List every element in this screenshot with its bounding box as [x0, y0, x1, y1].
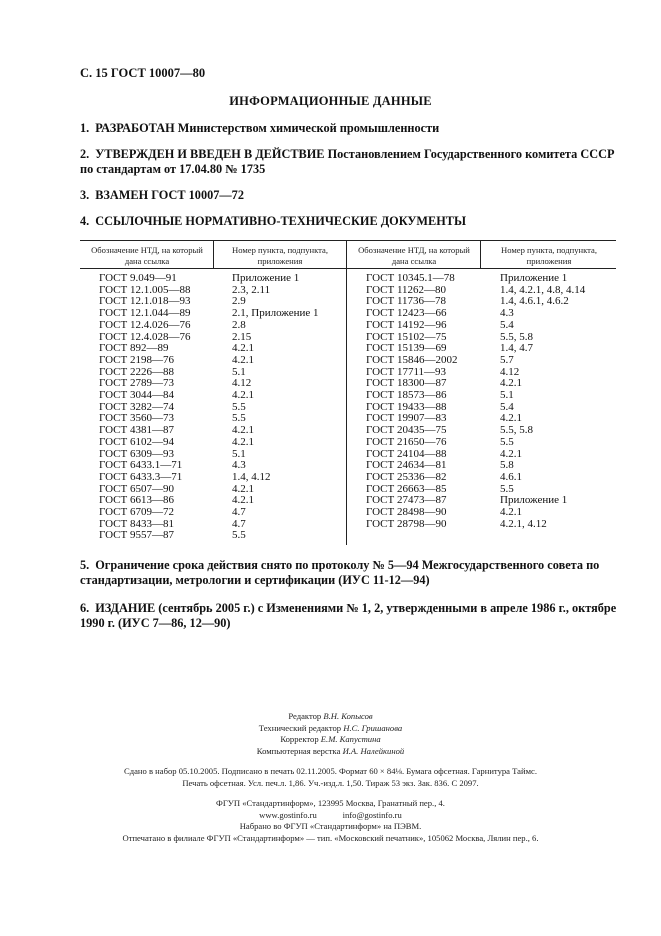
table-cell-clause: 5.7: [500, 353, 514, 366]
table-cell-clause: 4.2.1, 4.12: [500, 517, 547, 530]
table-divider: [480, 240, 481, 268]
imprint-line: Набрано во ФГУП «Стандартинформ» на ПЭВМ.: [239, 821, 422, 832]
table-cell-doc: ГОСТ 12.1.018—93: [99, 295, 191, 308]
table-cell-clause: 4.2.1: [232, 342, 254, 355]
table-cell-clause: Приложение 1: [232, 272, 300, 284]
table-cell-doc: ГОСТ 25336—82: [366, 470, 447, 483]
table-cell-doc: ГОСТ 9557—87: [99, 529, 174, 542]
table-cell-clause: 4.3: [232, 459, 246, 472]
table-cell-clause: 4.2.1: [500, 447, 522, 460]
table-cell-doc: ГОСТ 12.4.028—76: [99, 330, 191, 343]
table-cell-doc: ГОСТ 18573—86: [366, 389, 447, 402]
info-item-3: 3. ВЗАМЕН ГОСТ 10007—72: [80, 188, 244, 202]
table-cell-clause: 4.3: [500, 307, 514, 320]
imprint-publisher: [0, 798, 661, 844]
table-cell-doc: ГОСТ 3560—73: [99, 412, 174, 425]
table-cell-clause: 5.5, 5.8: [500, 424, 533, 437]
table-cell-clause: 4.2.1: [232, 389, 254, 402]
table-cell-clause: 1.4, 4.7: [500, 342, 533, 355]
imprint-line: Отпечатано в филиале ФГУП «Стандартинформ» — тип. «Московский печатник», 105062 Москва, Лялин пер., 6.: [122, 832, 539, 843]
table-cell-doc: ГОСТ 12.1.005—88: [99, 283, 191, 296]
column-header-doc: Обозначение НТД, на который дана ссылка: [358, 245, 470, 266]
table-cell-doc: ГОСТ 6507—90: [99, 482, 174, 495]
imprint-editor: Редактор В.Н. Копысов: [288, 711, 373, 721]
table-cell-clause: 5.5, 5.8: [500, 330, 533, 343]
table-cell-clause: 4.2.1: [232, 353, 254, 366]
table-cell-doc: ГОСТ 24634—81: [366, 459, 447, 472]
page-header: С. 15 ГОСТ 10007—80: [80, 66, 206, 80]
table-cell-clause: 4.7: [232, 517, 246, 530]
right-clause-column: [500, 273, 585, 530]
table-cell-clause: 4.2.1: [500, 377, 522, 390]
table-cell-doc: ГОСТ 28798—90: [366, 517, 447, 530]
imprint-line: Печать офсетная. Усл. печ.л. 1,86. Уч.-изд.л. 1,50. Тираж 53 экз. Зак. 836. С 2097.: [182, 777, 479, 788]
table-cell-clause: 5.5: [500, 435, 514, 448]
imprint-corrector: Корректор Е.М. Капустина: [280, 734, 381, 745]
left-doc-column: [99, 273, 190, 542]
table-cell-doc: ГОСТ 6709—72: [99, 506, 174, 519]
table-cell-clause: 4.12: [500, 365, 520, 378]
info-item-4: 4. ССЫЛОЧНЫЕ НОРМАТИВНО-ТЕХНИЧЕСКИЕ ДОКУМЕНТЫ: [80, 214, 467, 228]
column-header-clause: Номер пункта, подпункта, приложения: [501, 245, 597, 266]
table-cell-clause: 2.3, 2.11: [232, 283, 271, 296]
table-cell-doc: ГОСТ 9.049—91: [99, 272, 177, 284]
table-cell-doc: ГОСТ 6309—93: [99, 447, 174, 460]
table-cell-clause: 1.4, 4.2.1, 4.8, 4.14: [500, 283, 586, 296]
table-cell-doc: ГОСТ 10345.1—78: [366, 272, 455, 284]
table-cell-doc: ГОСТ 19433—88: [366, 400, 447, 413]
table-cell-clause: 4.2.1: [232, 435, 254, 448]
column-header-doc: Обозначение НТД, на который дана ссылка: [91, 245, 203, 266]
info-item-5: 5. Ограничение срока действия снято по протоколу № 5—94 Межгосударственного совета по стандартизации, метрологии и сертификации (ИУС 11-12—94): [80, 558, 600, 587]
table-cell-clause: 4.7: [232, 506, 246, 519]
table-cell-clause: 2.9: [232, 295, 246, 308]
table-cell-clause: 1.4, 4.6.1, 4.6.2: [500, 295, 569, 308]
table-divider: [213, 240, 214, 268]
info-item-1: 1. РАЗРАБОТАН Министерством химической промышленности: [80, 121, 440, 135]
table-cell-clause: 4.2.1: [232, 482, 254, 495]
table-cell-clause: 5.1: [232, 447, 246, 460]
table-cell-doc: ГОСТ 15846—2002: [366, 353, 458, 366]
table-cell-doc: ГОСТ 14192—96: [366, 318, 447, 331]
table-cell-doc: ГОСТ 28498—90: [366, 506, 447, 519]
table-cell-clause: 5.8: [500, 459, 514, 472]
table-cell-doc: ГОСТ 12.4.026—76: [99, 318, 191, 331]
right-doc-column: [366, 273, 457, 530]
table-cell-doc: ГОСТ 17711—93: [366, 365, 447, 378]
table-cell-doc: ГОСТ 21650—76: [366, 435, 447, 448]
left-clause-column: [232, 273, 319, 542]
table-cell-doc: ГОСТ 12423—66: [366, 307, 447, 320]
table-cell-clause: 4.2.1: [500, 506, 522, 519]
table-cell-doc: ГОСТ 11736—78: [366, 295, 447, 308]
table-cell-clause: 5.5: [232, 529, 246, 542]
table-cell-doc: ГОСТ 20435—75: [366, 424, 447, 437]
imprint-tech-editor: Технический редактор Н.С. Гришанова: [258, 722, 403, 733]
imprint-layout: Компьютерная верстка И.А. Налейкиной: [256, 745, 405, 756]
table-top-rule: [80, 240, 616, 241]
info-item-6: 6. ИЗДАНИЕ (сентябрь 2005 г.) с Изменениями № 1, 2, утвержденными в апреле 1986 г., октябре 1990 г. (ИУС 7—86, 12—90): [80, 601, 617, 630]
table-cell-clause: 4.12: [232, 377, 252, 390]
column-header-clause: Номер пункта, подпункта, приложения: [232, 245, 328, 266]
table-cell-clause: 4.6.1: [500, 470, 522, 483]
table-cell-doc: ГОСТ 27473—87: [366, 494, 447, 507]
table-cell-clause: 2.8: [232, 318, 246, 331]
table-cell-doc: ГОСТ 11262—80: [366, 283, 447, 296]
imprint-line: Сдано в набор 05.10.2005. Подписано в печать 02.11.2005. Формат 60 × 84⅛. Бумага офсетная. Гарнитура Таймс.: [124, 766, 537, 776]
table-cell-clause: 1.4, 4.12: [232, 470, 271, 483]
table-cell-doc: ГОСТ 6433.3—71: [99, 470, 183, 483]
table-cell-clause: 4.2.1: [232, 424, 254, 437]
table-cell-doc: ГОСТ 6613—86: [99, 494, 174, 507]
table-cell-clause: 5.1: [500, 389, 514, 402]
table-cell-clause: 5.4: [500, 318, 514, 331]
table-cell-clause: 5.5: [232, 412, 246, 425]
info-item-2: 2. УТВЕРЖДЕН И ВВЕДЕН В ДЕЙСТВИЕ Постановлением Государственного комитета СССР по стандартам от 17.04.80 № 1735: [80, 147, 615, 176]
table-cell-clause: 5.1: [232, 365, 246, 378]
table-cell-clause: 5.4: [500, 400, 514, 413]
table-cell-doc: ГОСТ 3282—74: [99, 400, 174, 413]
website-link[interactable]: www.gostinfo.ru: [259, 809, 317, 820]
table-cell-doc: ГОСТ 15102—75: [366, 330, 447, 343]
table-cell-doc: ГОСТ 2226—88: [99, 365, 174, 378]
table-cell-doc: ГОСТ 24104—88: [366, 447, 447, 460]
table-cell-clause: 5.5: [232, 400, 246, 413]
table-cell-clause: Приложение 1: [500, 272, 568, 284]
table-cell-doc: ГОСТ 8433—81: [99, 517, 174, 530]
table-cell-doc: ГОСТ 18300—87: [366, 377, 447, 390]
imprint-credits: [0, 711, 661, 757]
references-table: [80, 240, 616, 550]
table-cell-doc: ГОСТ 6433.1—71: [99, 459, 183, 472]
table-cell-doc: ГОСТ 26663—85: [366, 482, 447, 495]
table-center-divider: [346, 240, 347, 545]
imprint-line: ФГУП «Стандартинформ», 123995 Москва, Гранатный пер., 4.: [216, 798, 445, 808]
table-cell-clause: 4.2.1: [232, 494, 254, 507]
table-cell-clause: 4.2.1: [500, 412, 522, 425]
table-cell-doc: ГОСТ 4381—87: [99, 424, 174, 437]
imprint-print-details: [0, 766, 661, 789]
page-title: ИНФОРМАЦИОННЫЕ ДАННЫЕ: [229, 94, 432, 108]
table-cell-doc: ГОСТ 19907—83: [366, 412, 447, 425]
table-cell-doc: ГОСТ 2198—76: [99, 353, 174, 366]
table-cell-clause: 2.15: [232, 330, 252, 343]
table-header-rule: [80, 268, 616, 269]
table-cell-doc: ГОСТ 15139—69: [366, 342, 447, 355]
table-cell-doc: ГОСТ 12.1.044—89: [99, 307, 191, 320]
table-cell-clause: 2.1, Приложение 1: [232, 307, 319, 320]
imprint-web: [0, 810, 661, 822]
table-cell-doc: ГОСТ 3044—84: [99, 389, 174, 402]
table-cell-clause: Приложение 1: [500, 494, 568, 507]
table-cell-clause: 5.5: [500, 482, 514, 495]
email-link[interactable]: info@gostinfo.ru: [342, 809, 402, 820]
table-cell-doc: ГОСТ 2789—73: [99, 377, 174, 390]
table-cell-doc: ГОСТ 6102—94: [99, 435, 174, 448]
table-cell-doc: ГОСТ 892—89: [99, 342, 169, 355]
